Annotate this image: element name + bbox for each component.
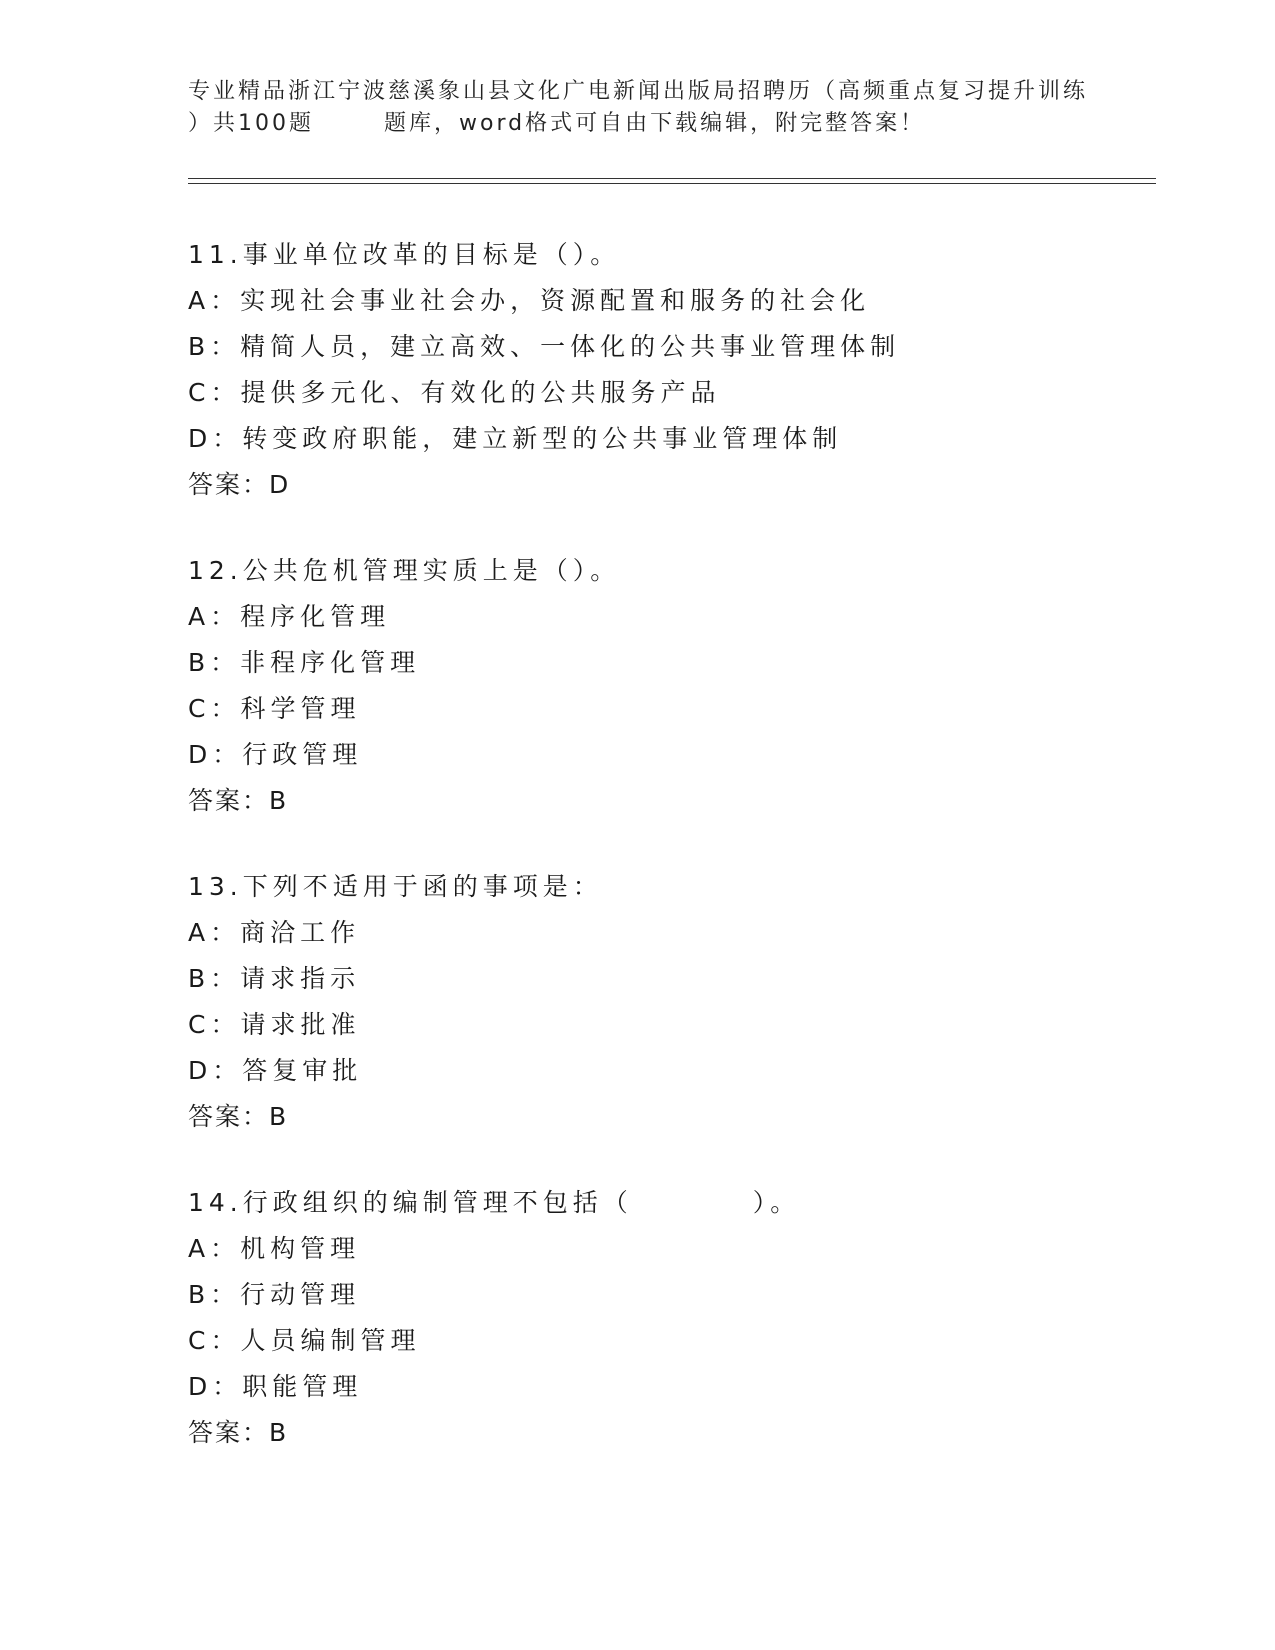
option-c: C：请求批准 xyxy=(188,1010,361,1039)
option-b: B：精简人员，建立高效、一体化的公共事业管理体制 xyxy=(188,332,901,361)
option-d: D：答复审批 xyxy=(188,1056,363,1085)
question-11 xyxy=(188,232,1148,508)
option-a: A：商洽工作 xyxy=(188,918,361,947)
question-13 xyxy=(188,864,1148,1140)
question-stem: 11.事业单位改革的目标是（）。 xyxy=(188,240,621,269)
answer: 答案：D xyxy=(188,470,291,499)
question-12 xyxy=(188,548,1148,824)
question-stem: 14.行政组织的编制管理不包括（ ）。 xyxy=(188,1188,801,1217)
option-d: D：转变政府职能，建立新型的公共事业管理体制 xyxy=(188,424,843,453)
option-a: A：实现社会事业社会办，资源配置和服务的社会化 xyxy=(188,286,871,315)
question-14 xyxy=(188,1180,1148,1456)
header-divider-top xyxy=(188,178,1156,179)
option-c: C：提供多元化、有效化的公共服务产品 xyxy=(188,378,721,407)
option-d: D：行政管理 xyxy=(188,740,363,769)
option-a: A：程序化管理 xyxy=(188,602,391,631)
answer: 答案：B xyxy=(188,1102,289,1131)
option-b: B：行动管理 xyxy=(188,1280,361,1309)
question-stem: 12.公共危机管理实质上是（）。 xyxy=(188,556,621,585)
header-line-2 xyxy=(188,108,1088,140)
question-list xyxy=(188,232,1148,1496)
option-c: C：人员编制管理 xyxy=(188,1326,421,1355)
question-stem: 13.下列不适用于函的事项是： xyxy=(188,872,603,901)
answer: 答案：B xyxy=(188,786,289,815)
option-a: A：机构管理 xyxy=(188,1234,361,1263)
option-d: D：职能管理 xyxy=(188,1372,363,1401)
option-c: C：科学管理 xyxy=(188,694,361,723)
option-b: B：请求指示 xyxy=(188,964,361,993)
answer: 答案：B xyxy=(188,1418,289,1447)
header-line-1: 专业精品浙江宁波慈溪象山县文化广电新闻出版局招聘历（高频重点复习提升训练 xyxy=(188,79,1089,104)
header-divider-bottom xyxy=(188,183,1156,184)
header-line-2-part-a: ）共100题 xyxy=(188,111,314,136)
option-b: B：非程序化管理 xyxy=(188,648,421,677)
document-header xyxy=(188,76,1088,140)
header-line-2-part-b: 题库，word格式可自由下载编辑，附完整答案！ xyxy=(384,111,926,136)
